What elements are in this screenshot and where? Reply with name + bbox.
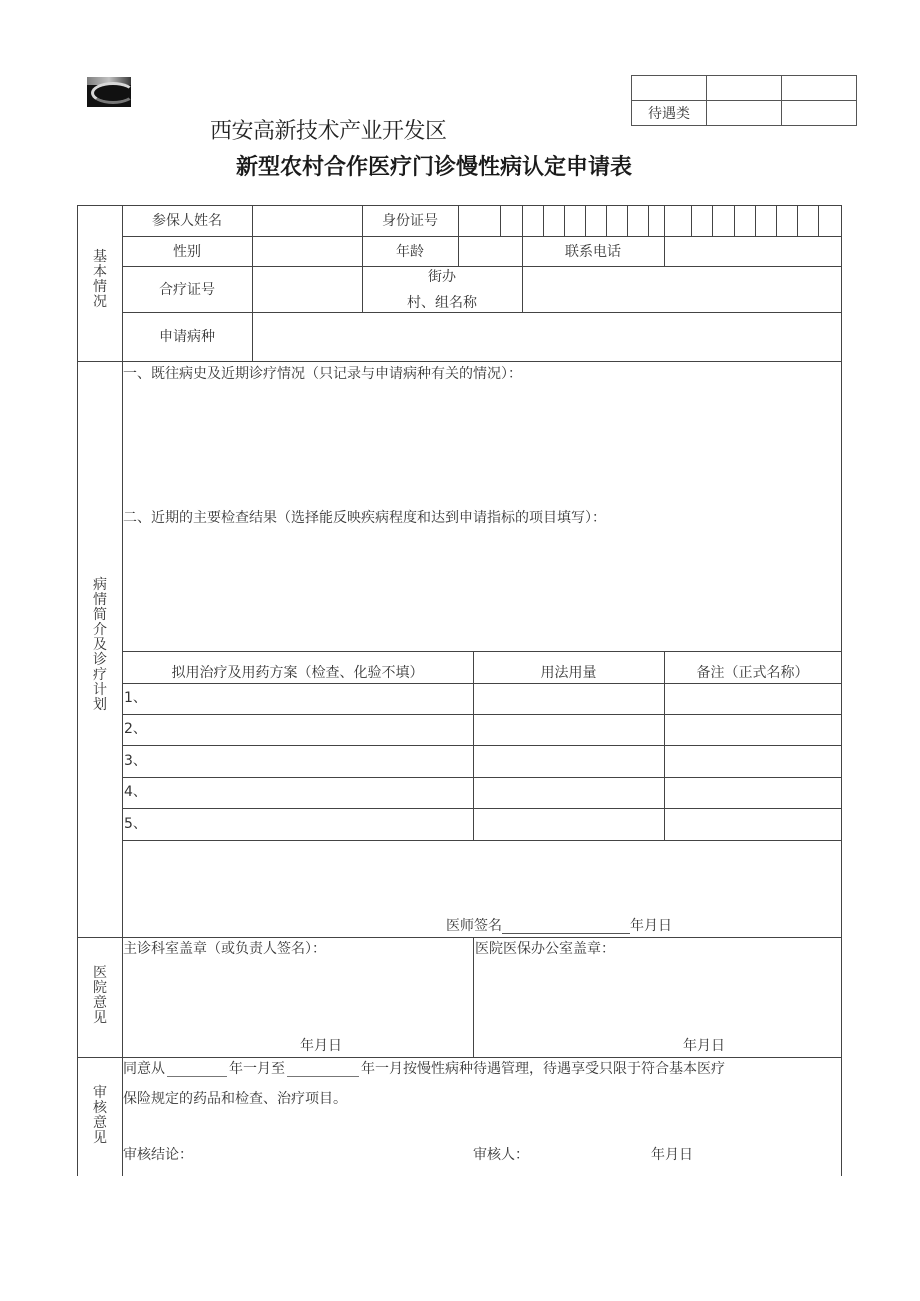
section-label-basic-info: 基本情况 xyxy=(93,249,107,310)
audit-conclusion-label: 审核结论： xyxy=(123,1147,193,1163)
doctor-signature-field[interactable] xyxy=(502,919,630,934)
org-logo-icon xyxy=(87,77,131,107)
treatment-category-label: 待遇类 xyxy=(632,101,707,126)
insured-name-label: 参保人姓名 xyxy=(152,213,222,229)
dept-stamp-label: 主诊科室盖章（或负责人签名）： xyxy=(123,941,326,957)
id-digit-box[interactable] xyxy=(735,206,754,235)
id-digit-box[interactable] xyxy=(565,206,584,235)
treatment-category-cell[interactable] xyxy=(782,101,857,126)
insurance-office-stamp-area[interactable] xyxy=(475,960,840,1030)
section-label-audit: 审核意见 xyxy=(93,1085,107,1146)
doctor-date-label: 年月日 xyxy=(630,918,672,934)
plan-row-number: 2、 xyxy=(124,721,147,737)
insurance-office-stamp-label: 医院医保办公室盖章： xyxy=(475,941,615,957)
start-year-field[interactable] xyxy=(167,1063,227,1077)
note-cell[interactable] xyxy=(665,684,840,713)
logo-ring xyxy=(91,82,131,104)
section-label-condition: 病情简介及诊疗计划 xyxy=(93,577,107,713)
id-digit-box[interactable] xyxy=(586,206,605,235)
exam-field[interactable] xyxy=(123,528,840,650)
usage-cell[interactable] xyxy=(474,684,663,713)
id-digit-box[interactable] xyxy=(607,206,626,235)
audit-agree-line-2: 保险规定的药品和检查、治疗项目。 xyxy=(123,1091,347,1107)
exam-prompt: 二、近期的主要检查结果（选择能反映疾病程度和达到申请指标的项目填写）： xyxy=(123,510,606,526)
id-digit-box[interactable] xyxy=(665,206,690,235)
treatment-category-cell[interactable] xyxy=(707,76,782,101)
doctor-signature-label: 医师签名 xyxy=(446,918,502,934)
plan-row-number: 1、 xyxy=(124,690,147,706)
id-digit-box[interactable] xyxy=(544,206,563,235)
id-digit-box[interactable] xyxy=(713,206,733,235)
id-digit-box[interactable] xyxy=(459,206,499,235)
id-number-label: 身份证号 xyxy=(382,213,438,229)
audit-date-label: 年月日 xyxy=(651,1147,693,1163)
doctor-signature-row xyxy=(446,918,672,934)
phone-field[interactable] xyxy=(665,237,840,265)
dept-date-label: 年月日 xyxy=(300,1038,342,1054)
plan-cell[interactable] xyxy=(145,715,472,744)
plan-cell[interactable] xyxy=(145,809,472,839)
form-title: 新型农村合作医疗门诊慢性病认定申请表 xyxy=(236,155,633,180)
treatment-category-cell[interactable] xyxy=(782,76,857,101)
village-field[interactable] xyxy=(523,267,840,311)
disease-label: 申请病种 xyxy=(159,329,215,345)
village-group-label: 村、组名称 xyxy=(407,295,477,311)
dept-stamp-area[interactable] xyxy=(123,960,472,1030)
usage-cell[interactable] xyxy=(474,809,663,839)
usage-cell[interactable] xyxy=(474,746,663,776)
grid-line xyxy=(473,937,474,1057)
reviewer-field[interactable] xyxy=(530,1140,640,1170)
section-label-hospital-opinion: 医院意见 xyxy=(93,965,107,1026)
grid-line xyxy=(77,361,842,362)
note-cell[interactable] xyxy=(665,746,840,776)
plan-cell[interactable] xyxy=(145,684,472,713)
usage-column-header: 用法用量 xyxy=(540,665,597,681)
audit-agree-line xyxy=(123,1061,725,1077)
coop-card-field[interactable] xyxy=(253,267,361,311)
grid-line xyxy=(77,1057,842,1058)
id-digit-box[interactable] xyxy=(777,206,796,235)
id-digit-box[interactable] xyxy=(692,206,711,235)
id-digit-box[interactable] xyxy=(523,206,542,235)
usage-cell[interactable] xyxy=(474,715,663,744)
plan-row-number: 4、 xyxy=(124,784,147,800)
id-digit-box[interactable] xyxy=(628,206,647,235)
plan-cell[interactable] xyxy=(145,778,472,807)
grid-line xyxy=(122,651,842,652)
audit-conclusion-field[interactable] xyxy=(195,1140,465,1170)
history-prompt: 一、既往病史及近期诊疗情况（只记录与申请病种有关的情况）： xyxy=(123,366,522,382)
end-year-field[interactable] xyxy=(287,1063,359,1077)
usage-cell[interactable] xyxy=(474,778,663,807)
plan-cell[interactable] xyxy=(145,746,472,776)
disease-field[interactable] xyxy=(253,313,840,360)
agree-mid: 年一月至 xyxy=(229,1061,285,1077)
id-digit-box[interactable] xyxy=(798,206,817,235)
treatment-category-cell[interactable] xyxy=(707,101,782,126)
treatment-category-table xyxy=(631,75,857,126)
grid-line xyxy=(122,840,842,841)
phone-label: 联系电话 xyxy=(565,244,621,260)
id-digit-box[interactable] xyxy=(819,206,840,235)
street-office-label: 街办 xyxy=(428,269,456,285)
plan-row-number: 3、 xyxy=(124,753,147,769)
grid-line xyxy=(77,205,78,1176)
gender-label: 性别 xyxy=(173,244,201,260)
plan-row-number: 5、 xyxy=(124,816,147,832)
insurance-office-date-label: 年月日 xyxy=(683,1038,725,1054)
note-cell[interactable] xyxy=(665,809,840,839)
gender-field[interactable] xyxy=(253,237,361,265)
id-digit-box[interactable] xyxy=(501,206,521,235)
agree-suffix: 年一月按慢性病种待遇管理，待遇享受只限于符合基本医疗 xyxy=(361,1061,725,1077)
org-name: 西安高新技术产业开发区 xyxy=(210,119,447,144)
coop-card-label: 合疗证号 xyxy=(159,282,215,298)
note-cell[interactable] xyxy=(665,778,840,807)
insured-name-field[interactable] xyxy=(253,206,361,235)
agree-prefix: 同意从 xyxy=(123,1061,165,1077)
grid-line xyxy=(841,205,842,1176)
note-column-header: 备注（正式名称） xyxy=(696,665,809,681)
id-digit-box[interactable] xyxy=(649,206,663,235)
grid-line xyxy=(77,937,842,938)
age-field[interactable] xyxy=(459,237,521,265)
age-label: 年龄 xyxy=(396,244,424,260)
history-field[interactable] xyxy=(123,384,840,504)
note-cell[interactable] xyxy=(665,715,840,744)
reviewer-label: 审核人： xyxy=(473,1147,529,1163)
plan-column-header: 拟用治疗及用药方案（检查、化验不填） xyxy=(171,665,424,681)
grid-line xyxy=(122,205,123,1176)
treatment-category-cell[interactable] xyxy=(632,76,707,101)
id-digit-box[interactable] xyxy=(756,206,775,235)
